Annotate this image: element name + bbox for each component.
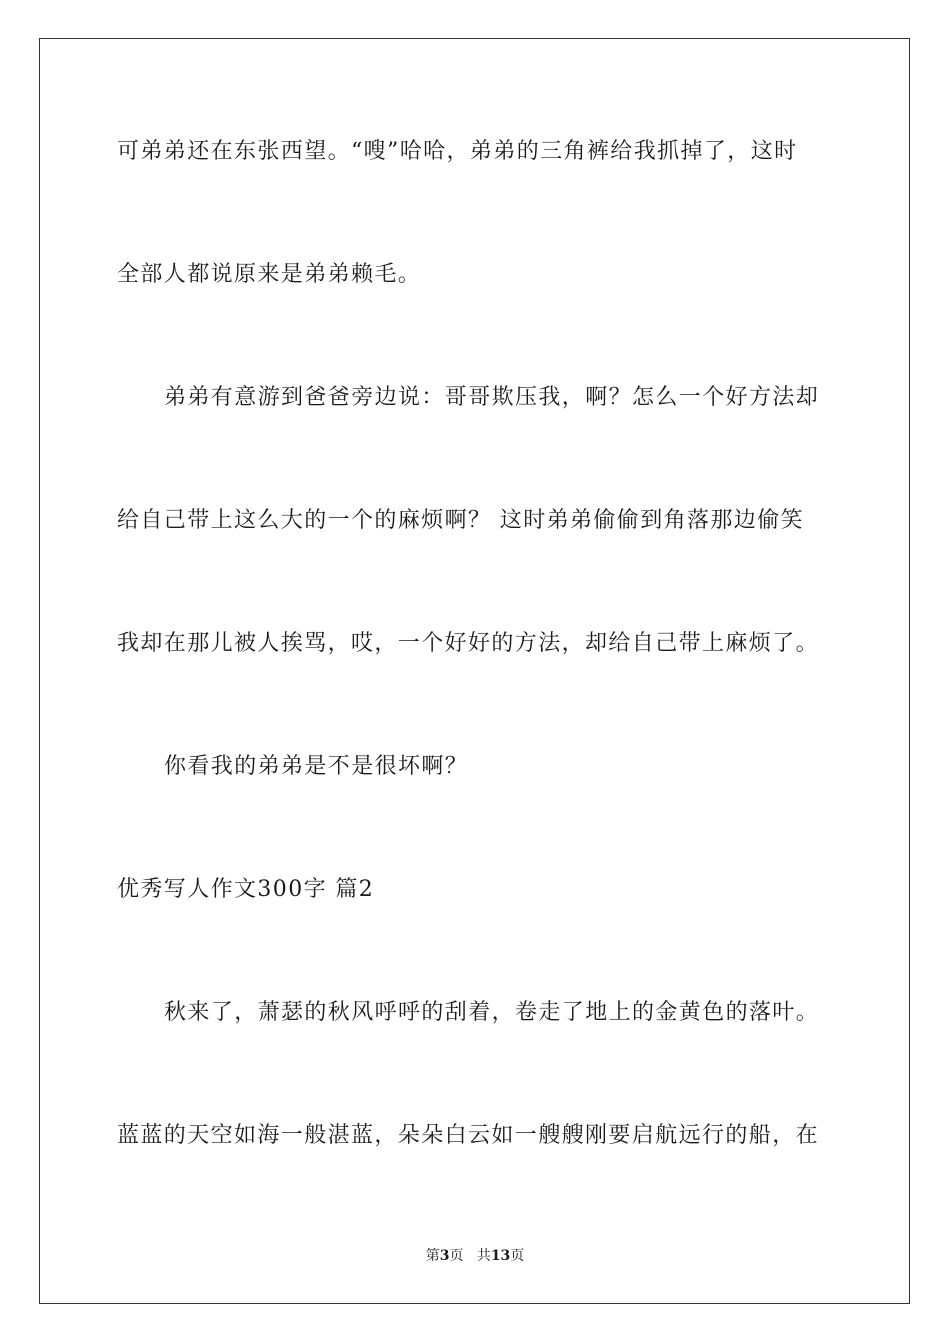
current-page-number: 3 [439, 1248, 450, 1264]
footer-page-suffix: 页 [449, 1248, 464, 1264]
footer-total-prefix: 共 [476, 1248, 491, 1264]
text-line: 蓝蓝的天空如海一般湛蓝，朵朵白云如一艘艘刚要启航远行的船，在 [117, 1123, 820, 1148]
text-line: 可弟弟还在东张西望。“嗖”哈哈，弟弟的三角裤给我抓掉了，这时 [117, 139, 798, 164]
text-line: 给自己带上这么大的一个的麻烦啊？ 这时弟弟偷偷到角落那边偷笑 [117, 508, 804, 533]
footer-prefix: 第 [425, 1248, 440, 1264]
footer-total-suffix: 页 [510, 1248, 525, 1264]
text-line: 全部人都说原来是弟弟赖毛。 [117, 262, 422, 287]
page-border [39, 38, 910, 1304]
paragraph-start-line: 秋来了，萧瑟的秋风呼呼的刮着，卷走了地上的金黄色的落叶。 [164, 1000, 820, 1025]
paragraph-start-line: 你看我的弟弟是不是很坏啊？ [164, 754, 469, 779]
total-page-count: 13 [490, 1248, 511, 1264]
paragraph-start-line: 弟弟有意游到爸爸旁边说：哥哥欺压我，啊？怎么一个好方法却 [164, 385, 820, 410]
text-line: 我却在那儿被人挨骂，哎，一个好好的方法，却给自己带上麻烦了。 [117, 631, 820, 656]
page-footer [0, 1246, 950, 1266]
section-heading: 优秀写人作文300字 篇2 [117, 877, 375, 902]
